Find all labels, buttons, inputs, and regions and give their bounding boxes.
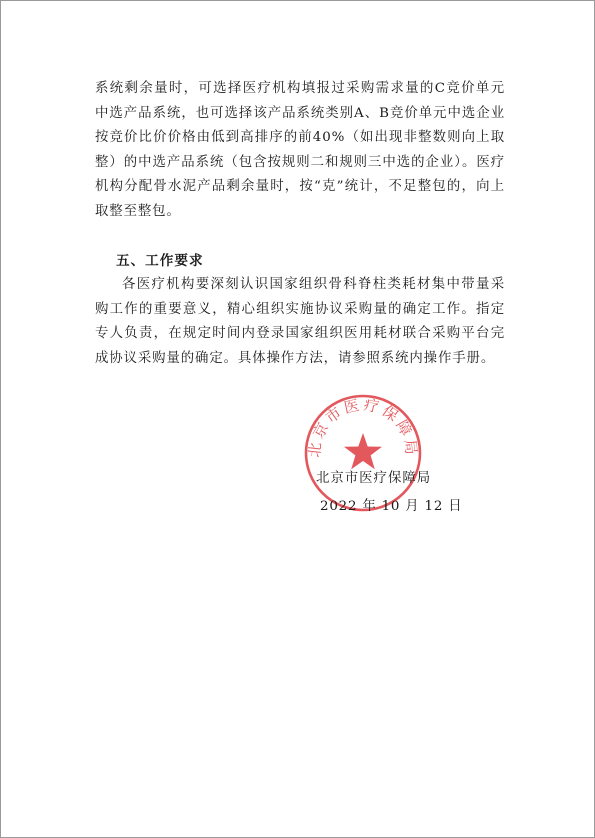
seal-star-icon: [344, 433, 382, 469]
paragraph-continued: 系统剩余量时，可选择医疗机构填报过采购需求量的C竞价单元中选产品系统，也可选择该产品系统类别A、B竞价单元中选企业按竞价比价价格由低到高排序的前40%（如出现非整数则向上取整）的中选产品系统（包含按规则二和规则三中选的企业）。医疗机构分配骨水泥产品剩余量时，按“克”统计，不足整包的，向上取整至整包。: [95, 81, 505, 219]
svg-text:北京市医疗保障局: 北京市医疗保障局: [305, 395, 421, 459]
official-seal: [303, 393, 423, 513]
paragraph-work-requirements: 各医疗机构要深刻认识国家组织骨科脊柱类耗材集中带量采购工作的重要意义，精心组织实施协议采购量的确定工作。指定专人负责，在规定时间内登录国家组织医用耗材联合采购平台完成协议采购量的确定。具体操作方法，请参照系统内操作手册。: [95, 277, 505, 366]
signer: 北京市医疗保障局: [316, 471, 432, 486]
section-heading-work-requirements: 五、工作要求: [116, 253, 204, 269]
issue-date: 2022 年 10 月 12 日: [320, 499, 463, 514]
